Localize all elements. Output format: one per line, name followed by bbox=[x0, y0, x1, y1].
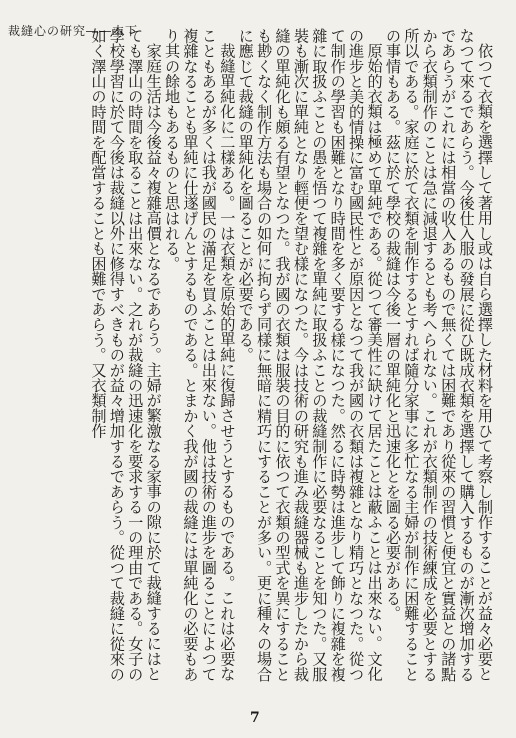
paragraph: 依つて衣類を選擇して著用し或は自ら選擇した材料を用ひて考察し制作することが益々必要となつて來るであらう。今後仕入服の發展に從ひ既成衣類を選擇して購入するものが漸次增加するであらうがこれには相當の收入あるもので無くては困難であり從來の習慣と便宜と實益との諸點から衣類制作のことは急に減退するとも考へられない。これが衣類制作の技術練成を必要とする所以である。家庭に於て衣類を制作するとすれば隨分家事に多忙なる主婦が制作に困難することの事情もある。茲に於て學校の裁縫は今後一層の單純化と迅速化とを圖る必要がある。 bbox=[383, 28, 494, 682]
page-number: 7 bbox=[250, 710, 260, 726]
body-text bbox=[24, 28, 494, 682]
running-header: 裁縫心の研究――本下 bbox=[8, 24, 139, 38]
paragraph: 原始的衣類は極めて單純である。從つて審美性に缺けて居たことは蔽ふことは出來ない。文化の進步と美的情操に富む國民性とが原因となつて我が國の衣類は複雜となり精巧となつた。從つて制作の學習も困難となり時間を多く要する樣になつた。然るに時勢は進步して飾りに複雜を複雜に取扱ふことの愚を悟つて複雜を單純に取扱ふことの裁縫制作に必要なることを知つた。又服裝も漸次に單純となり輕便を望む樣になつた。今は技術の研究も進み裁縫器械も進步したから裁縫の單純化も頗る有望となつた。我が國の衣類は服裝の目的に依つて衣類の型式を異にすることも尠くなく制作方法も場合の如何に拘らず同樣に無暗に精巧にすることが多い。更に種々の場合に應じて裁縫の單純化を圖ることが必要である。 bbox=[236, 28, 384, 682]
paragraph: 家庭生活は今後益々複雜高價となるであらう。主婦が繁激なる家事の隙に於て裁縫するにはとても澤山の時間を取ることは出來ない。之れが裁縫の迅速化を要求する一の理由である。女子の學校學習に於て今後は裁縫以外に修得すべきものが益々增加するであらう。從つて裁縫に從來の如く澤山の時間を配當することも困難であらう。又衣類制作 bbox=[89, 28, 163, 682]
paragraph: 裁縫單純化に二樣ある。一は衣類を原始的單純に復歸させうとするものである。これは必要なこともあるが多くは我が國民の滿足を買ふことは出來ない。他は技術の進步を圖ることによつて複雜なることも單純に仕遂げんとするものである。とまかく我が國の裁縫には單純化の必要もあり其の餘地もあるものと思はれる。 bbox=[163, 28, 237, 682]
